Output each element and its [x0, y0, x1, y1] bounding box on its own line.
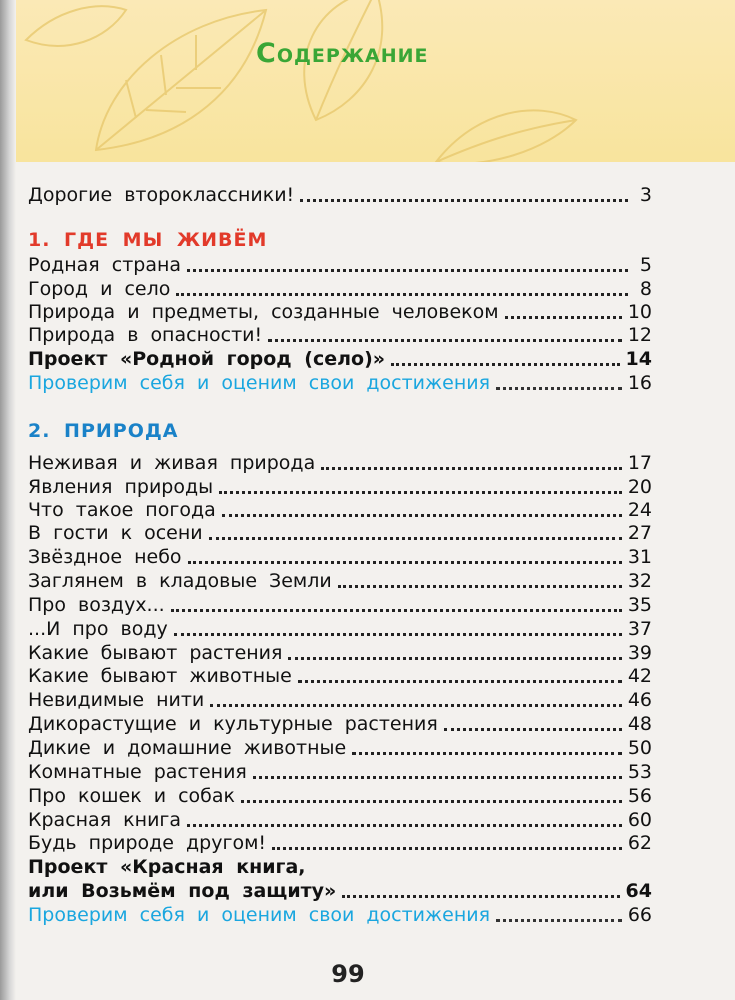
toc-item-page: 10: [627, 301, 652, 323]
page-title: Содержание: [256, 38, 429, 69]
toc-item-page: 42: [627, 665, 652, 687]
toc-item[interactable]: [28, 569, 652, 593]
toc-item-title: Город и село: [28, 278, 171, 300]
toc-item-review[interactable]: [28, 371, 652, 395]
leader-dots: [272, 847, 622, 850]
toc-item[interactable]: [28, 498, 652, 522]
toc-item-page: 14: [625, 348, 652, 370]
toc-item[interactable]: [28, 545, 652, 569]
toc-item[interactable]: [28, 323, 652, 347]
toc-item-page: 24: [627, 499, 652, 521]
toc-item-page: 60: [627, 809, 652, 831]
toc-item-page: 56: [627, 785, 652, 807]
leader-dots: [342, 895, 619, 898]
toc-item[interactable]: [28, 300, 652, 324]
toc-item-title: Проект «Родной город (село)»: [28, 348, 386, 370]
toc-item-page: 39: [627, 642, 652, 664]
leader-dots: [174, 633, 622, 636]
toc-item[interactable]: [28, 617, 652, 641]
toc-item-page: 50: [627, 737, 652, 759]
toc-item-project[interactable]: [28, 879, 652, 903]
toc-item[interactable]: [28, 808, 652, 832]
toc-item-title: Родная страна: [28, 254, 182, 276]
leader-dots: [338, 585, 622, 588]
toc-item-project[interactable]: [28, 347, 652, 371]
toc-item-page: 16: [627, 372, 652, 394]
leader-dots: [321, 467, 622, 470]
toc-item-page: 53: [627, 761, 652, 783]
toc-item-project-line1[interactable]: [28, 855, 448, 879]
toc-item[interactable]: [28, 688, 652, 712]
leader-dots: [496, 387, 622, 390]
toc-item-title: ...И про воду: [28, 618, 168, 640]
toc-item-title: Какие бывают животные: [28, 665, 292, 687]
toc-item-review[interactable]: [28, 903, 652, 927]
toc-item-intro[interactable]: [28, 183, 652, 207]
leader-dots: [253, 776, 622, 779]
toc-item-page: 27: [627, 522, 652, 544]
toc-item-title: Проверим себя и оценим свои достижения: [28, 372, 491, 394]
section-heading-where-we-live: 1. ГДЕ МЫ ЖИВЁМ: [28, 229, 268, 251]
leader-dots: [300, 199, 628, 202]
toc-item[interactable]: [28, 712, 652, 736]
toc-item-title: В гости к осени: [28, 522, 203, 544]
toc-item-page: 17: [627, 452, 652, 474]
leader-dots: [352, 752, 622, 755]
toc-item-title: Невидимые нити: [28, 689, 205, 711]
toc-item-title: Про кошек и собак: [28, 785, 235, 807]
leader-dots: [171, 609, 622, 612]
leader-dots: [219, 491, 622, 494]
leaf-decoration-icon: [16, 0, 735, 162]
leader-dots: [268, 339, 622, 342]
toc-item[interactable]: [28, 277, 652, 301]
leader-dots: [288, 657, 621, 660]
toc-item-page: 37: [627, 618, 652, 640]
toc-item[interactable]: [28, 521, 652, 545]
toc-item-title: Будь природе другом!: [28, 832, 267, 854]
leader-dots: [187, 269, 628, 272]
toc-item-title: Красная книга: [28, 809, 182, 831]
toc-item-page: 62: [627, 832, 652, 854]
leader-dots: [505, 316, 622, 319]
leader-dots: [391, 363, 620, 366]
toc-item-title: Природа и предметы, созданные человеком: [28, 301, 499, 323]
toc-item-page: 48: [627, 713, 652, 735]
toc-item[interactable]: [28, 593, 652, 617]
toc-item[interactable]: [28, 475, 652, 499]
toc-item-title: Про воздух...: [28, 594, 165, 616]
toc-item-title: Проверим себя и оценим свои достижения: [28, 904, 491, 926]
toc-item-title: Комнатные растения: [28, 761, 247, 783]
toc-item-page: 64: [625, 880, 652, 902]
toc-item-title: Звёздное небо: [28, 546, 182, 568]
toc-item-title: Какие бывают растения: [28, 642, 283, 664]
toc-item[interactable]: [28, 664, 652, 688]
toc-item-title: Заглянем в кладовые Земли: [28, 570, 332, 592]
leader-dots: [176, 293, 628, 296]
page-header-band: [16, 0, 735, 162]
toc-item[interactable]: [28, 253, 652, 277]
leader-dots: [241, 800, 622, 803]
toc-item-page: 32: [627, 570, 652, 592]
toc-item-title: Дикорастущие и культурные растения: [28, 713, 438, 735]
toc-item-title: или Возьмём под защиту»: [28, 880, 337, 902]
toc-item[interactable]: [28, 784, 652, 808]
toc-item-title: Что такое погода: [28, 499, 216, 521]
toc-item-page: 35: [627, 594, 652, 616]
leader-dots: [210, 704, 622, 707]
toc-item-title: Проект «Красная книга,: [28, 856, 306, 878]
toc-item-page: 46: [627, 689, 652, 711]
toc-item-page: 3: [639, 184, 652, 206]
page-binding-edge: [0, 0, 16, 1000]
toc-item-page: 8: [639, 278, 652, 300]
toc-item-page: 5: [639, 254, 652, 276]
toc-item-page: 31: [627, 546, 652, 568]
toc-item[interactable]: [28, 760, 652, 784]
toc-item-title: Дорогие второклассники!: [28, 184, 295, 206]
toc-item-title: Дикие и домашние животные: [28, 737, 347, 759]
toc-item[interactable]: [28, 831, 652, 855]
leader-dots: [298, 680, 622, 683]
toc-item-page: 12: [627, 324, 652, 346]
toc-item[interactable]: [28, 451, 652, 475]
toc-item-page: 20: [627, 476, 652, 498]
leader-dots: [187, 824, 622, 827]
page-number: 99: [331, 960, 365, 988]
toc-item-title: Природа в опасности!: [28, 324, 263, 346]
toc-item-page: 66: [627, 904, 652, 926]
section-heading-nature: 2. ПРИРОДА: [28, 420, 179, 442]
leader-dots: [188, 561, 622, 564]
toc-item-title: Неживая и живая природа: [28, 452, 316, 474]
leader-dots: [444, 728, 622, 731]
toc-item[interactable]: [28, 736, 652, 760]
toc-item[interactable]: [28, 641, 652, 665]
toc-item-title: Явления природы: [28, 476, 214, 498]
leader-dots: [209, 537, 622, 540]
leader-dots: [222, 514, 622, 517]
leader-dots: [496, 919, 622, 922]
